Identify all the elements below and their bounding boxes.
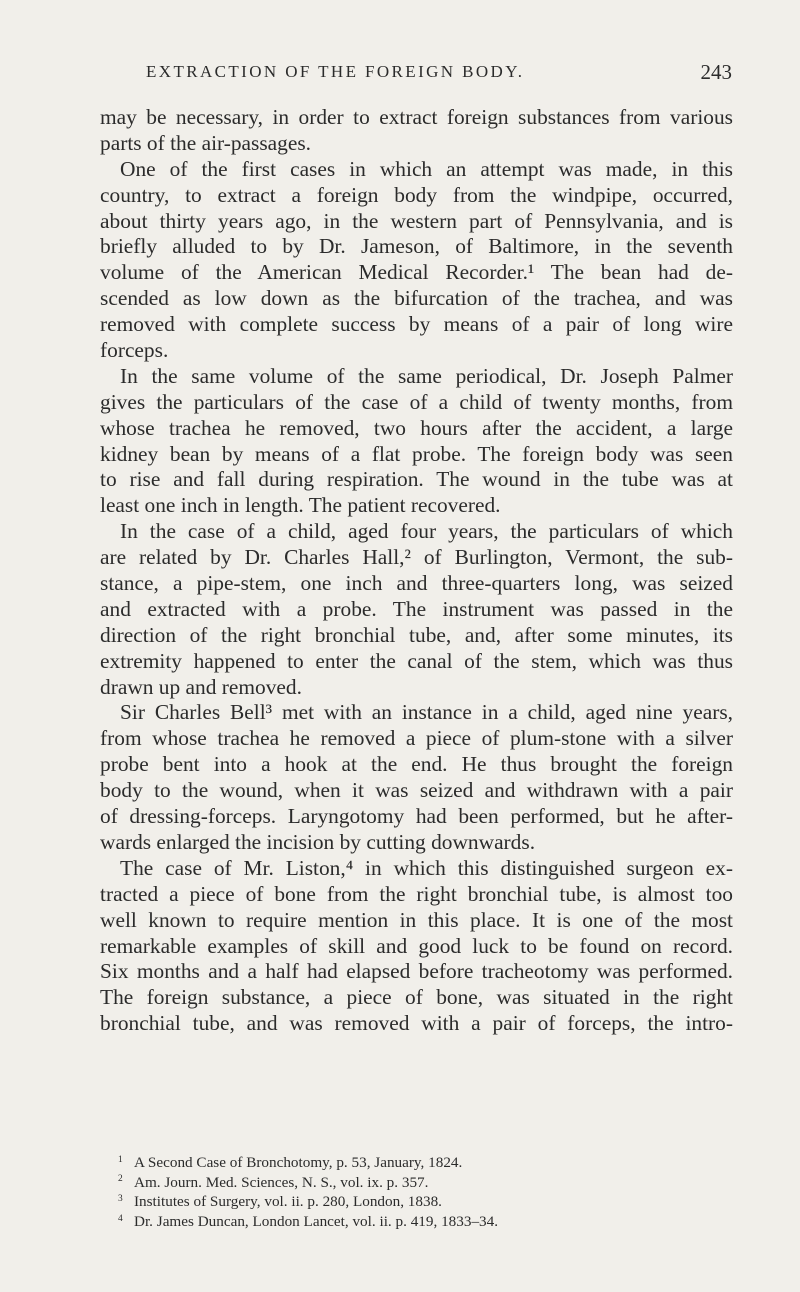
text-line: forceps. [100, 338, 169, 363]
text-line: about thirty years ago, in the western part of Pennsylvania, and is [100, 208, 733, 233]
footnote-text: Institutes of Surgery, vol. ii. p. 280, London, 1838. [134, 1193, 442, 1211]
text-line: to rise and fall during respiration. The wound in the tube was at [100, 467, 733, 492]
footnote: $^3$ Institutes of Surgery, vol. ii. p. 280, London, 1838. [118, 1193, 442, 1211]
text-line: least one inch in length. The patient recovered. [100, 493, 501, 518]
paragraph-4 [100, 519, 733, 700]
text-line: stance, a pipe-stem, one inch and three-quarters long, was seized [100, 571, 733, 596]
text-line: country, to extract a foreign body from the windpipe, occurred, [100, 182, 733, 207]
paragraph-2 [100, 157, 733, 364]
paragraph-6 [100, 856, 733, 1037]
running-title: EXTRACTION OF THE FOREIGN BODY. [146, 62, 525, 81]
text-line: Sir Charles Bell³ met with an instance in a child, aged nine years, [120, 700, 733, 725]
text-line: volume of the American Medical Recorder.¹ The bean had de- [100, 260, 733, 285]
text-line: extremity happened to enter the canal of the stem, which was thus [100, 648, 733, 673]
footnote: $^2$ Am. Journ. Med. Sciences, N. S., vol. ix. p. 357. [118, 1173, 429, 1191]
footnote-text: Am. Journ. Med. Sciences, N. S., vol. ix. p. 357. [134, 1173, 429, 1191]
text-line: direction of the right bronchial tube, and, after some minutes, its [100, 622, 733, 647]
text-line: probe bent into a hook at the end. He thus brought the foreign [100, 752, 733, 777]
text-line: Six months and a half had elapsed before tracheotomy was performed. [100, 959, 733, 984]
running-head [100, 62, 732, 90]
footnote-text: A Second Case of Bronchotomy, p. 53, January, 1824. [134, 1154, 463, 1171]
text-line: bronchial tube, and was removed with a pair of forceps, the intro- [100, 1011, 733, 1036]
footnote: $^4$ Dr. James Duncan, London Lancet, vol. ii. p. 419, 1833–34. [118, 1212, 499, 1230]
text-line: parts of the air-passages. [100, 130, 312, 155]
text-line: well known to require mention in this place. It is one of the most [100, 907, 733, 932]
text-line: whose trachea he removed, two hours after the accident, a large [100, 415, 733, 440]
paragraph-5 [100, 700, 733, 855]
text-line: drawn up and removed. [100, 674, 302, 699]
body-text [100, 105, 733, 1037]
text-line: tracted a piece of bone from the right bronchial tube, is almost too [100, 881, 733, 906]
text-line: The foreign substance, a piece of bone, was situated in the right [100, 985, 733, 1010]
footnote: $^1$ A Second Case of Bronchotomy, p. 53, January, 1824. [118, 1154, 463, 1171]
footnote-text: Dr. James Duncan, London Lancet, vol. ii. p. 419, 1833–34. [134, 1212, 499, 1230]
footnotes [118, 1153, 738, 1231]
page-number: 243 [700, 60, 732, 84]
text-line: wards enlarged the incision by cutting downwards. [100, 829, 536, 854]
paragraph-3 [100, 364, 733, 519]
text-line: scended as low down as the bifurcation of the trachea, and was [100, 286, 733, 311]
text-line: body to the wound, when it was seized and withdrawn with a pair [100, 778, 733, 803]
text-line: kidney bean by means of a flat probe. The foreign body was seen [100, 441, 733, 466]
text-line: removed with complete success by means of a pair of long wire [100, 312, 733, 337]
text-line: of dressing-forceps. Laryngotomy had been performed, but he after- [100, 804, 733, 829]
text-line: In the case of a child, aged four years, the particulars of which [120, 519, 733, 544]
text-line: In the same volume of the same periodical, Dr. Joseph Palmer [120, 363, 733, 388]
text-line: are related by Dr. Charles Hall,² of Burlington, Vermont, the sub- [100, 545, 733, 570]
text-line: gives the particulars of the case of a child of twenty months, from [100, 389, 733, 414]
text-line: may be necessary, in order to extract foreign substances from various [100, 105, 733, 129]
text-line: One of the first cases in which an attempt was made, in this [120, 156, 733, 181]
paragraph-1 [100, 105, 733, 157]
text-line: and extracted with a probe. The instrument was passed in the [100, 596, 733, 621]
text-line: briefly alluded to by Dr. Jameson, of Baltimore, in the seventh [100, 234, 733, 259]
text-line: remarkable examples of skill and good luck to be found on record. [100, 933, 733, 958]
text-line: from whose trachea he removed a piece of plum-stone with a silver [100, 726, 733, 751]
text-line: The case of Mr. Liston,⁴ in which this distinguished surgeon ex- [120, 855, 733, 880]
